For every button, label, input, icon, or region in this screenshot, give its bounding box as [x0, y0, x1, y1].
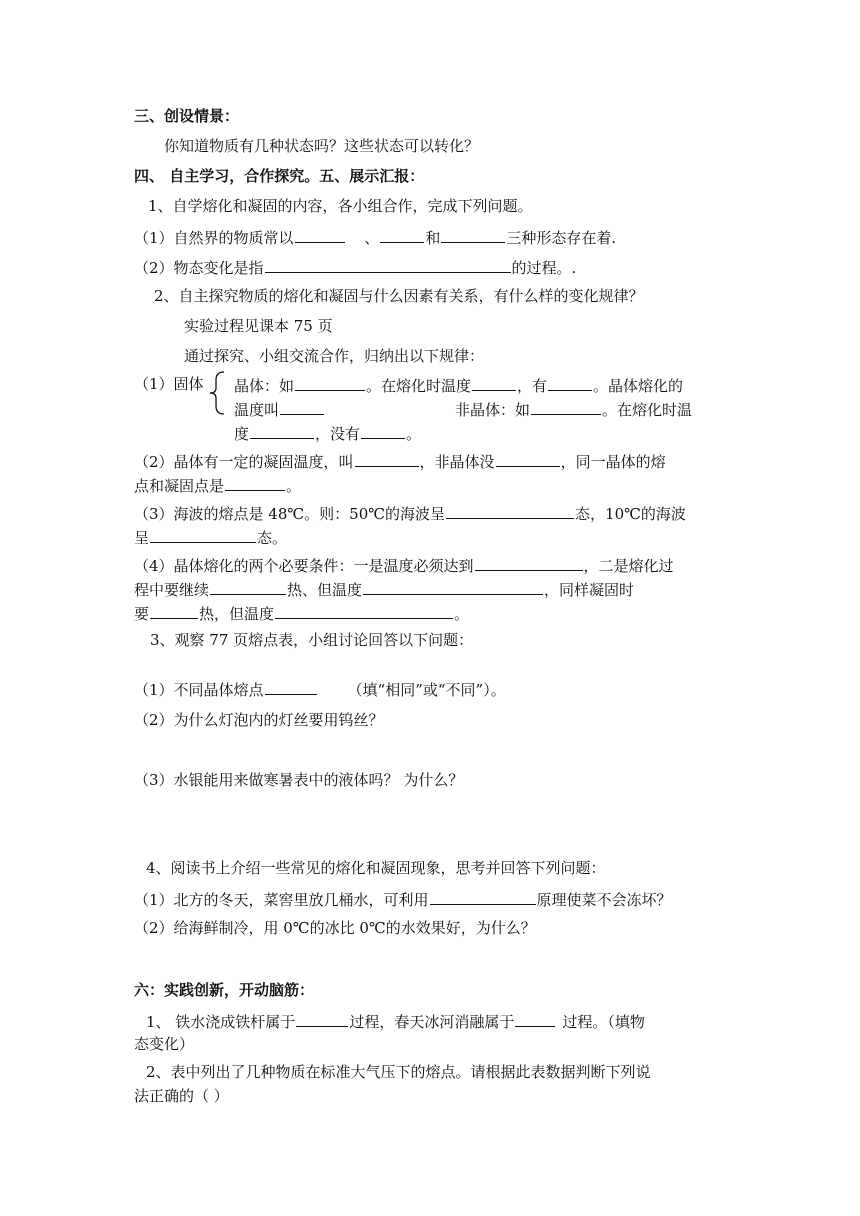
- text: （1）北方的冬天，菜窖里放几桶水，可利用: [134, 891, 429, 909]
- blank-field[interactable]: [295, 226, 345, 243]
- section-4-heading: 四、 自主学习，合作探究。五、展示汇报：: [134, 167, 425, 185]
- paragraph-4-line-1: [134, 554, 674, 576]
- text: （1）自然界的物质常以: [134, 229, 294, 247]
- paragraph-4-line-2: [134, 578, 634, 600]
- question-3-2: （2）为什么灯泡内的灯丝要用钨丝？: [134, 711, 384, 729]
- practice-1-line-2: 态变化）: [134, 1035, 195, 1053]
- text: 晶体：如: [234, 377, 295, 395]
- text: 1、 铁水浇成铁杆属于: [146, 1013, 296, 1031]
- text: （2）晶体有一定的凝固温度，叫: [134, 453, 354, 471]
- solid-line-3: [234, 422, 421, 444]
- text: 三种形态存在着.: [506, 229, 617, 247]
- text: 和: [425, 229, 441, 247]
- text: 非晶体：如: [455, 401, 531, 419]
- text: （填“相同”或“不同”）。: [347, 681, 506, 699]
- blank-field[interactable]: [531, 398, 601, 415]
- blank-field[interactable]: [496, 450, 560, 467]
- practice-2-line-1: 2、表中列出了几种物质在标准大气压下的熔点。请根据此表数据判断下列说: [146, 1063, 651, 1081]
- text: ，有: [517, 377, 548, 395]
- paragraph-4-line-3: [134, 602, 469, 624]
- paragraph-3-line-1: [134, 502, 686, 524]
- blank-field[interactable]: [265, 678, 317, 695]
- question-1-1: [134, 226, 616, 248]
- section-3-question: 你知道物质有几种状态吗？这些状态可以转化？: [164, 137, 480, 155]
- text: 程中要继续: [134, 581, 210, 599]
- solid-line-2: [234, 398, 692, 420]
- question-4-intro: 4、阅读书上介绍一些常见的熔化和凝固现象，思考并回答下列问题：: [146, 859, 606, 877]
- text: 过程。（填物: [562, 1013, 645, 1031]
- text: 热、但温度: [287, 581, 363, 599]
- text: 原理使菜不会冻坏？: [536, 891, 672, 909]
- paragraph-2-line-1: [134, 450, 666, 472]
- blank-field[interactable]: [225, 474, 285, 491]
- text: 度: [234, 425, 250, 443]
- text: 要: [134, 605, 150, 623]
- blank-field[interactable]: [295, 374, 365, 391]
- blank-field[interactable]: [446, 502, 574, 519]
- text: 。在熔化时温度: [366, 377, 472, 395]
- blank-field[interactable]: [355, 450, 419, 467]
- question-1-2: [134, 256, 576, 278]
- text: （3）海波的熔点是 48℃。则：50℃的海波呈: [134, 505, 446, 523]
- brace-icon: [206, 370, 226, 416]
- text: 点和凝固点是: [134, 477, 225, 495]
- practice-2-line-2: 法正确的（ ）: [134, 1087, 229, 1105]
- blank-field[interactable]: [265, 256, 511, 273]
- question-3-1: [134, 678, 506, 700]
- text: 。: [406, 425, 422, 443]
- question-3-intro: 3、观察 77 页熔点表，小组讨论回答以下问题：: [150, 631, 474, 649]
- text: 。: [286, 477, 302, 495]
- blank-field[interactable]: [210, 578, 286, 595]
- text: 过程，春天冰河消融属于: [349, 1013, 515, 1031]
- practice-1-line-1: [146, 1010, 645, 1032]
- text: 。在熔化时温: [602, 401, 693, 419]
- solid-label: （1）固体: [134, 375, 204, 393]
- text: 。晶体熔化的: [593, 377, 684, 395]
- blank-field[interactable]: [150, 526, 256, 543]
- question-2-reference: 实验过程见课本 75 页: [184, 317, 333, 335]
- text: 、: [364, 229, 380, 247]
- blank-field[interactable]: [380, 226, 424, 243]
- blank-field[interactable]: [296, 1010, 348, 1027]
- blank-field[interactable]: [363, 578, 543, 595]
- text: （2）物态变化是指: [134, 259, 264, 277]
- question-4-2: （2）给海鲜制冷，用 0℃的冰比 0℃的水效果好，为什么？: [134, 919, 536, 937]
- text: 态，10℃的海波: [575, 505, 686, 523]
- solid-line-1: [234, 374, 683, 396]
- text: ，非晶体没: [419, 453, 495, 471]
- question-2-intro: 2、自主探究物质的熔化和凝固与什么因素有关系，有什么样的变化规律？: [154, 287, 644, 305]
- section-6-heading: 六：实践创新，开动脑筋：: [134, 981, 315, 999]
- blank-field[interactable]: [441, 226, 505, 243]
- question-3-3: （3）水银能用来做寒暑表中的液体吗？ 为什么？: [134, 771, 464, 789]
- blank-field[interactable]: [250, 422, 314, 439]
- question-1-intro: 1、自学熔化和凝固的内容，各小组合作，完成下列问题。: [148, 197, 533, 215]
- text: 的过程。.: [511, 259, 577, 277]
- blank-field[interactable]: [280, 398, 324, 415]
- text: ，二是熔化过: [583, 557, 674, 575]
- question-2-rule: 通过探究、小组交流合作，归纳出以下规律：: [184, 347, 485, 365]
- text: （1）不同晶体熔点: [134, 681, 264, 699]
- blank-field[interactable]: [275, 602, 453, 619]
- section-3-heading: 三、创设情景：: [134, 107, 240, 125]
- paragraph-2-line-2: [134, 474, 301, 496]
- paragraph-3-line-2: [134, 526, 287, 548]
- blank-field[interactable]: [475, 554, 583, 571]
- blank-field[interactable]: [548, 374, 592, 391]
- text: 温度叫: [234, 401, 280, 419]
- text: 。: [454, 605, 470, 623]
- text: ，同样凝固时: [544, 581, 635, 599]
- blank-field[interactable]: [472, 374, 516, 391]
- text: ，同一晶体的熔: [560, 453, 666, 471]
- blank-field[interactable]: [515, 1010, 555, 1027]
- blank-field[interactable]: [361, 422, 405, 439]
- text: 态。: [257, 529, 288, 547]
- text: （4）晶体熔化的两个必要条件：一是温度必须达到: [134, 557, 474, 575]
- text: 热，但温度: [199, 605, 275, 623]
- blank-field[interactable]: [150, 602, 198, 619]
- blank-field[interactable]: [430, 888, 536, 905]
- question-4-1: [134, 888, 672, 910]
- text: ，没有: [315, 425, 361, 443]
- text: 呈: [134, 529, 150, 547]
